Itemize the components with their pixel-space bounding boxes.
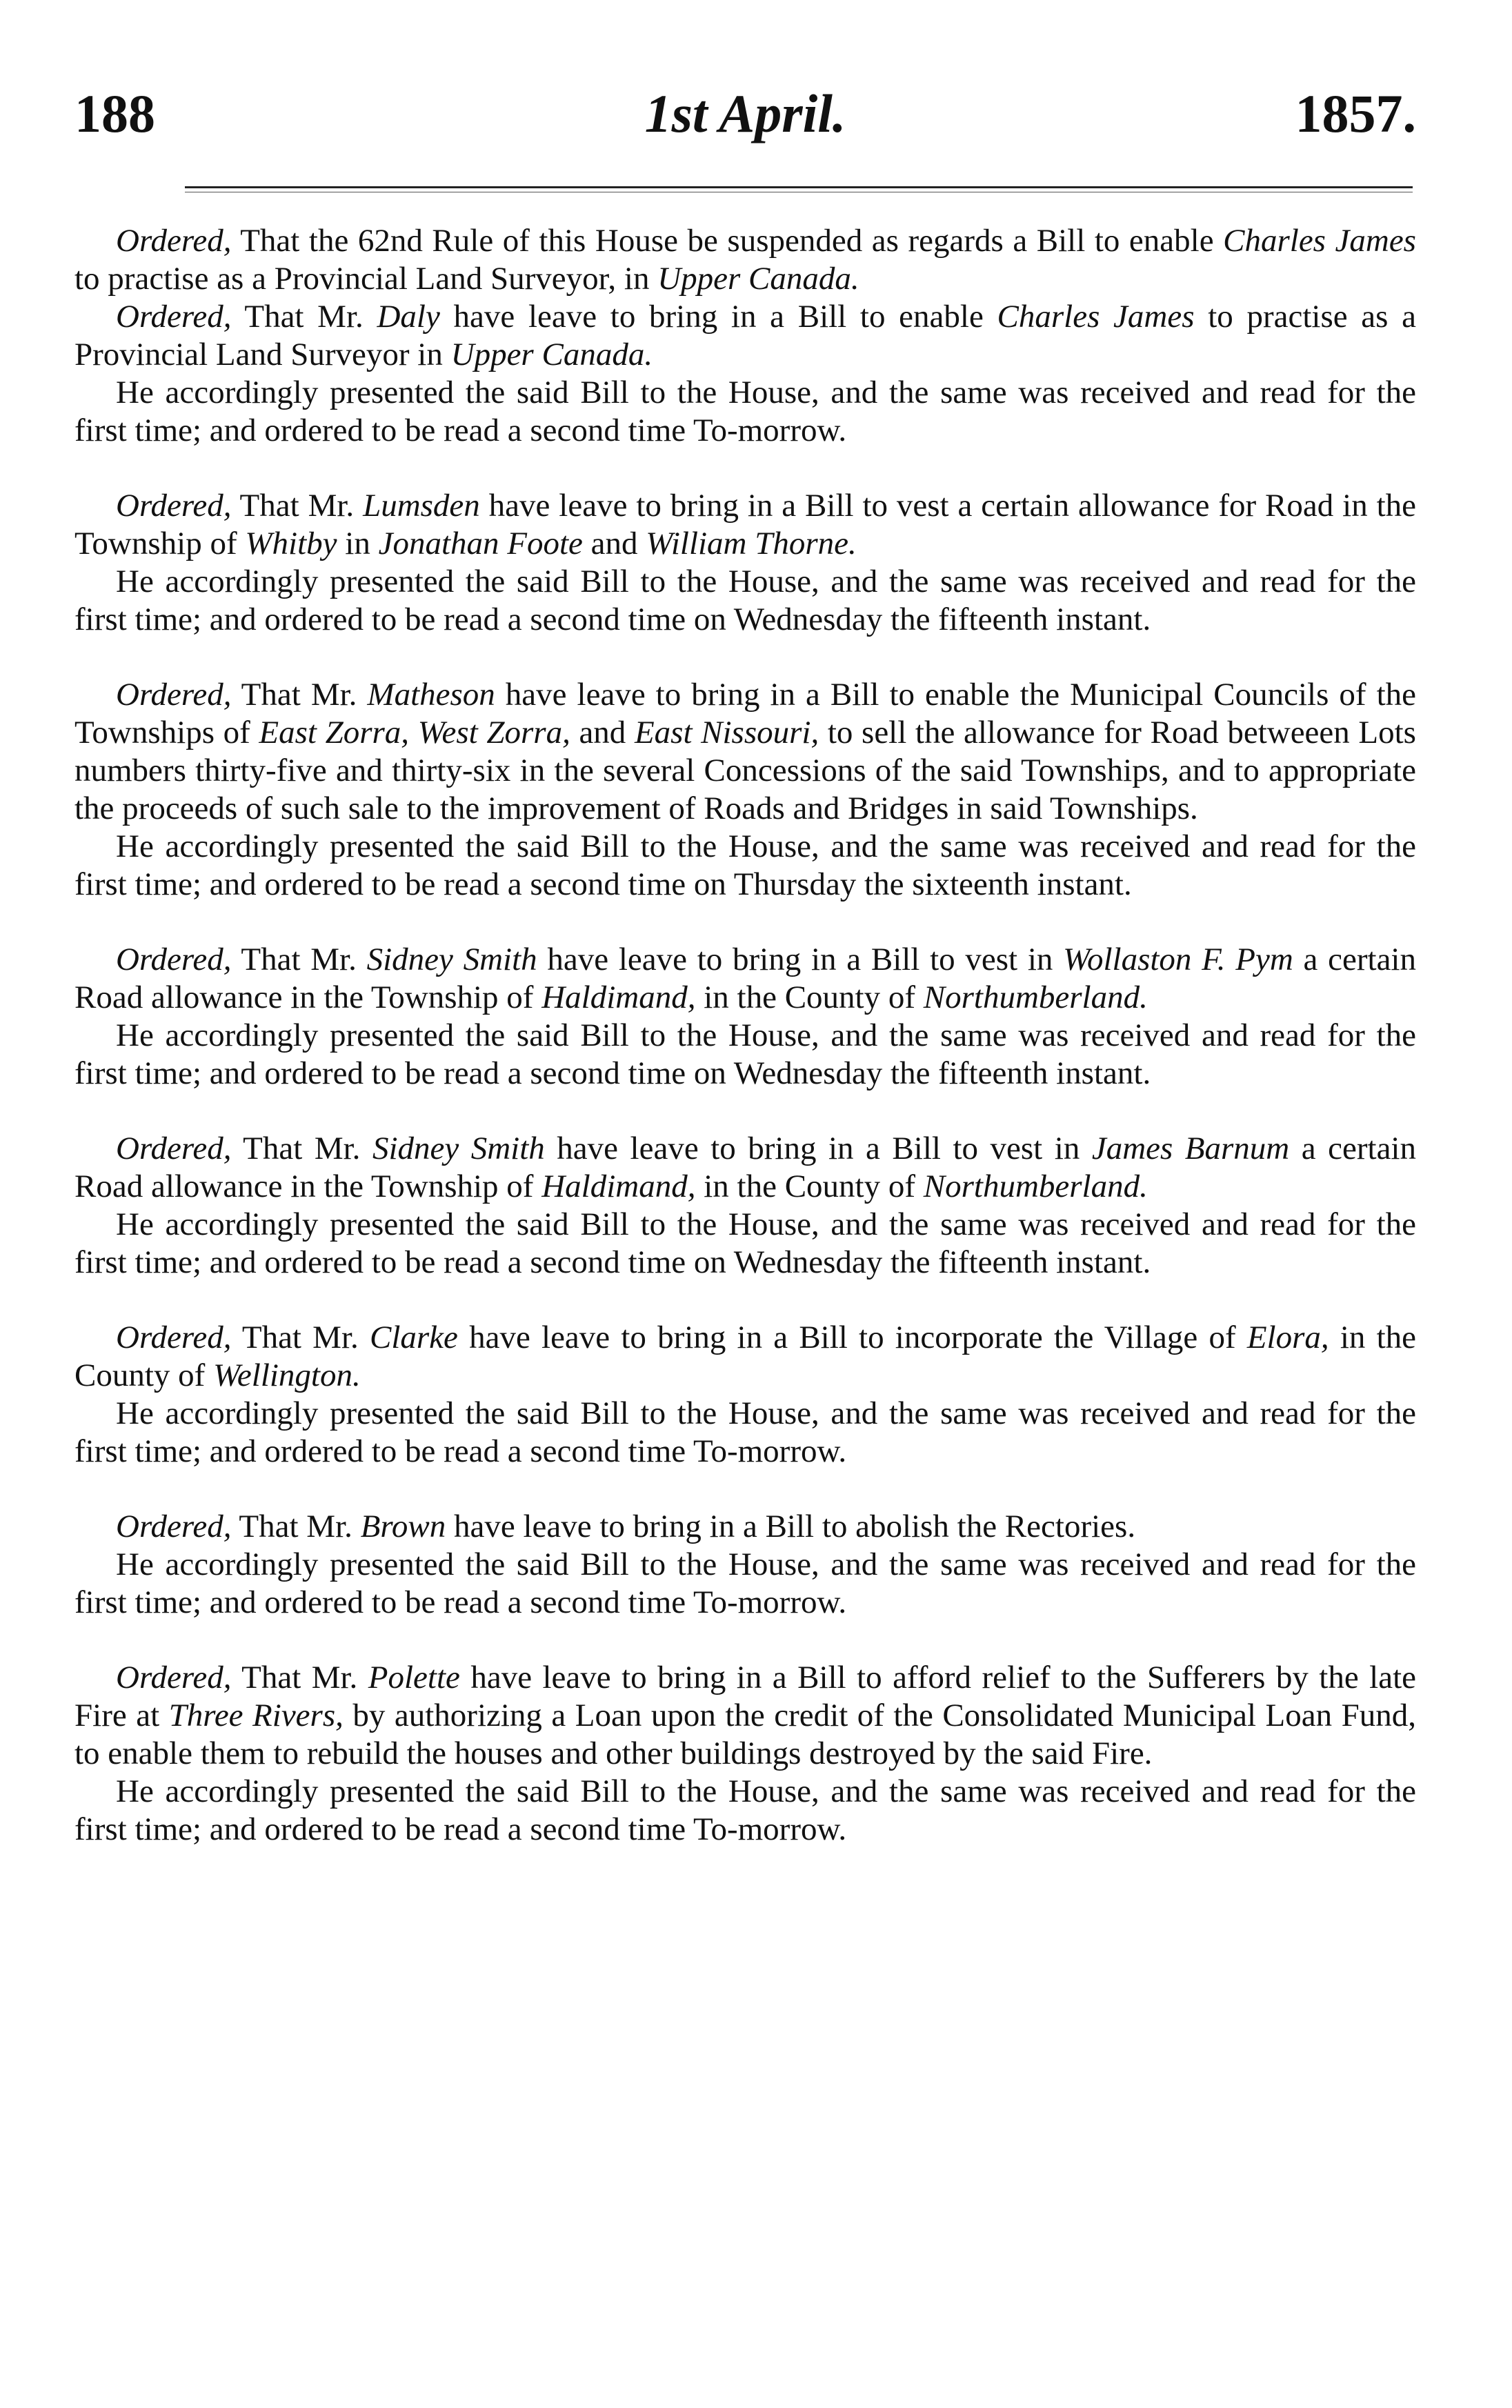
text-run: a certain Road allowance in the Township of [74,1131,1416,1204]
italic-text: Three Rivers, [168,1698,344,1733]
text-run: have leave to bring in a Bill to vest in [537,942,1064,977]
proceeding-paragraph [74,1546,1416,1622]
italic-text: East Zorra, [259,715,410,750]
text-run: He accordingly presented the said Bill to the House, and the same was received and read for the first time; and ordered to be read a second time on Wednesday the fifteenth instant. [74,564,1416,637]
italic-text: Northumberland. [923,1168,1148,1204]
page-date: 1st April. [644,83,846,143]
italic-text: Clarke [369,1320,458,1355]
text-run: That the 62nd Rule of this House be suspended as regards a Bill to enable [231,223,1224,259]
text-run: That Mr. [231,942,367,977]
text-run: That Mr. [231,1131,372,1166]
italic-text: Upper Canada. [657,261,859,297]
text-run: He accordingly presented the said Bill to the House, and the same was received and read for the first time; and ordered to be read a second time on Thursday the sixteenth instant. [74,828,1416,902]
text-run: have leave to bring in a Bill to vest a certain allowance for Road in the Township of [74,488,1416,561]
header-rule [185,186,1413,188]
proceeding-paragraph [74,298,1416,374]
entry-gap [74,639,1416,676]
italic-text: Elora, [1246,1320,1329,1355]
text-run: That Mr. [231,677,368,713]
text-run: have leave to bring in a Bill to abolish the Rectories. [446,1509,1136,1544]
journal-body [74,222,1416,1849]
order-paragraph [74,487,1416,563]
text-run: in the County of [695,1168,924,1204]
italic-text: Matheson [367,677,495,713]
journal-entry [74,1130,1416,1282]
text-run: He accordingly presented the said Bill to the House, and the same was received and read for the first time; and ordered to be read a second time To-morrow. [74,1395,1416,1469]
italic-text: Sidney Smith [366,942,537,977]
italic-text: Haldimand, [541,979,696,1015]
text-run: to sell the allowance for Road betweeen Lots numbers thirty-five and thirty-six in the several Concessions of the said Townships, and to appropriate the proceeds of such sale to the improvement of Roads and Bridges in said Townships. [74,715,1416,826]
proceeding-paragraph [74,1017,1416,1093]
italic-text: Sidney Smith [372,1131,545,1166]
order-paragraph [74,1319,1416,1395]
proceeding-paragraph [74,1773,1416,1849]
text-run: to practise as a Provincial Land Surveyor in [74,299,1416,372]
italic-text: William Thorne. [646,526,857,561]
italic-text: James Barnum [1091,1131,1290,1166]
text-run: in the County of [695,979,924,1015]
text-run: He accordingly presented the said Bill to the House, and the same was received and read for the first time; and ordered to be read a second time To-morrow. [74,375,1416,448]
order-paragraph [74,676,1416,828]
text-run: That Mr. [231,1320,370,1355]
italic-text: East Nissouri, [634,715,819,750]
italic-text: Wellington. [213,1357,361,1393]
italic-text: Ordered, [116,488,232,524]
entry-gap [74,904,1416,941]
italic-text: Ordered, [116,1509,232,1544]
text-run: That Mr. [231,299,377,335]
italic-text: Ordered, [116,942,232,977]
italic-text: Whitby [245,526,337,561]
italic-text: Charles James [1223,223,1416,259]
text-run: That Mr. [231,1509,361,1544]
text-run: in [337,526,379,561]
journal-entry [74,222,1416,450]
proceeding-paragraph [74,374,1416,450]
italic-text: Ordered, [116,299,232,335]
text-run: by authorizing a Loan upon the credit of the Consolidated Municipal Loan Fund, to enable them to rebuild the houses and other buildings destroyed by the said Fire. [74,1698,1417,1771]
text-run: have leave to bring in a Bill to incorporate the Village of [457,1320,1247,1355]
proceeding-paragraph [74,563,1416,639]
italic-text: Ordered, [116,1660,232,1695]
text-run: in the County of [74,1320,1416,1393]
text-run: and [570,715,635,750]
text-run: He accordingly presented the said Bill to the House, and the same was received and read for the first time; and ordered to be read a second time on Wednesday the fifteenth instant. [74,1206,1416,1280]
italic-text: Brown [360,1509,446,1544]
proceeding-paragraph [74,828,1416,904]
order-paragraph [74,941,1416,1017]
text-run: have leave to bring in a Bill to afford relief to the Sufferers by the late Fire at [74,1660,1416,1733]
entry-gap [74,1622,1416,1659]
entry-gap [74,1093,1416,1130]
italic-text: Charles James [997,299,1195,335]
italic-text: Ordered, [116,1320,232,1355]
journal-entry [74,1659,1416,1849]
text-run: and [582,526,646,561]
italic-text: Lumsden [363,488,480,524]
text-run: to practise as a Provincial Land Surveyor, in [74,261,658,297]
italic-text: Daly [377,299,440,335]
journal-entry [74,676,1416,904]
italic-text: Jonathan Foote [378,526,583,561]
entry-gap [74,1471,1416,1508]
italic-text: Northumberland. [923,979,1148,1015]
entry-gap [74,450,1416,487]
italic-text: Upper Canada. [450,337,653,372]
entry-gap [74,1282,1416,1319]
text-run: That Mr. [231,1660,368,1695]
italic-text: West Zorra, [417,715,570,750]
text-run: have leave to bring in a Bill to vest in [544,1131,1092,1166]
text-run: He accordingly presented the said Bill to the House, and the same was received and read for the first time; and ordered to be read a second time To-morrow. [74,1773,1416,1847]
proceeding-paragraph [74,1395,1416,1471]
journal-entry [74,1319,1416,1471]
text-run: have leave to bring in a Bill to enable the Municipal Councils of the Townships of [74,677,1416,750]
order-paragraph [74,222,1416,298]
italic-text: Ordered, [116,1131,232,1166]
journal-entry [74,487,1416,639]
text-run: He accordingly presented the said Bill to the House, and the same was received and read for the first time; and ordered to be read a second time on Wednesday the fifteenth instant. [74,1017,1416,1091]
text-run [409,715,418,750]
journal-entry [74,941,1416,1093]
italic-text: Haldimand, [541,1168,696,1204]
order-paragraph [74,1508,1416,1546]
proceeding-paragraph [74,1206,1416,1282]
text-run: have leave to bring in a Bill to enable [439,299,997,335]
page-year: 1857. [1295,83,1416,143]
page-number: 188 [74,83,155,143]
journal-entry [74,1508,1416,1622]
italic-text: Polette [368,1660,460,1695]
italic-text: Ordered, [116,677,232,713]
text-run: He accordingly presented the said Bill to the House, and the same was received and read for the first time; and ordered to be read a second time To-morrow. [74,1546,1416,1620]
journal-page [74,0,1416,2408]
text-run: a certain Road allowance in the Township of [74,942,1416,1015]
page-header [74,76,1416,152]
order-paragraph [74,1659,1416,1773]
order-paragraph [74,1130,1416,1206]
italic-text: Wollaston F. Pym [1063,942,1293,977]
italic-text: Ordered, [116,223,232,259]
text-run: That Mr. [231,488,364,524]
